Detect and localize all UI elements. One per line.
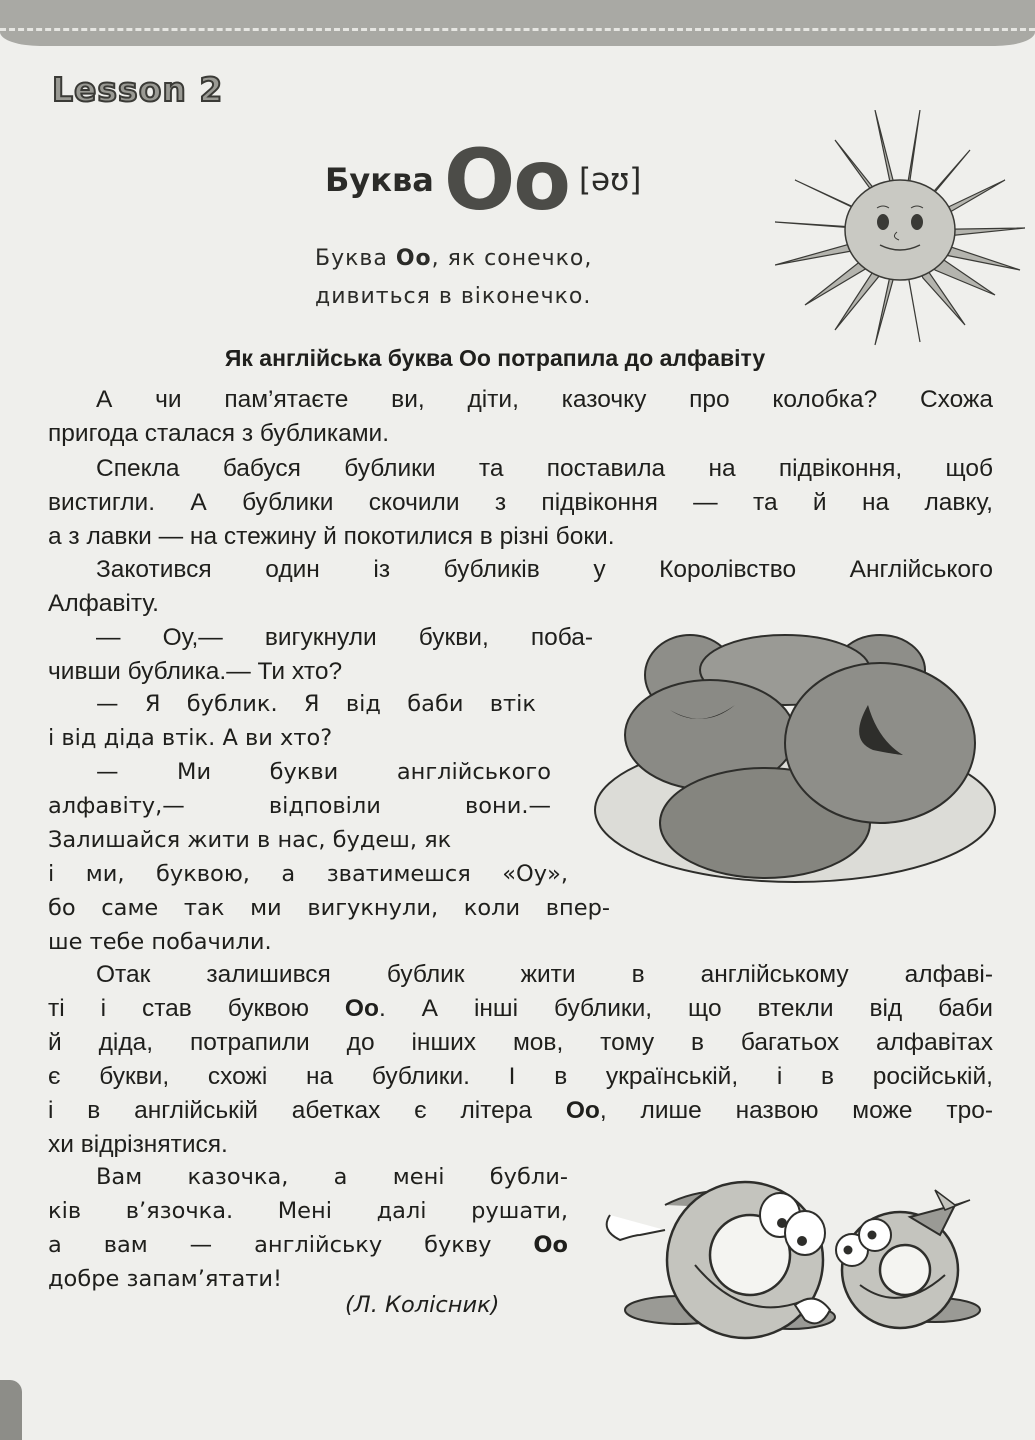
- poem-letter: Oo: [395, 246, 432, 271]
- inline-letter: Oo: [344, 995, 379, 1022]
- paragraph-5: — Я бублик. Я від баби втік і від діда втік. А ви хто?: [48, 691, 536, 751]
- bagels-plate-icon: [590, 625, 1010, 890]
- heading-prefix: Буква: [325, 161, 434, 199]
- poem-line-1: Буква Oo, як сонечко,: [315, 246, 593, 271]
- stitch-decoration: [0, 28, 1035, 31]
- paragraph-7: Отак залишився бублик жити в англійському алфаві- ті і став буквою Oo. А інші бублики, що втекли від баби й діда, потрапили до інших мов, тому в багатьох алфавітах є букви, схожі на бублики. І в українській, і в російській, і в англійській абетках є літера Oo, лише назвою може тро- хи відрізнятися.: [48, 961, 993, 1158]
- inline-letter: Oo: [565, 1097, 600, 1124]
- letter-heading: [325, 130, 641, 230]
- paragraph-8-line-3: а вам — англійську букву Oo: [48, 1232, 568, 1258]
- paragraph-3: Закотився один із бубликів у Королівство Англійського Алфавіту.: [48, 556, 993, 617]
- paragraph-7-line-5: і в англійській абетках є літера Oo, лише назвою може тро-: [48, 1097, 993, 1124]
- page-header-band: [0, 0, 1035, 46]
- heading-letter: Oo: [443, 131, 569, 229]
- lesson-label: Lesson 2: [52, 70, 224, 109]
- page-edge-tab: [0, 1380, 22, 1440]
- intro-poem: [315, 240, 592, 316]
- paragraph-2: Спекла бабуся бублики та поставила на підвіконня, щоб вистигли. А бублики скочили з підвіконня — та й на лавку, а з лавки — на стежину й покотилися в різні боки.: [48, 455, 993, 550]
- paragraph-8: Вам казочка, а мені бубли- ків в’язочка. Мені далі рушати, а вам — англійську букву Oo добре запам’ятати!: [48, 1164, 568, 1292]
- sun-icon: [775, 110, 1025, 350]
- paragraph-6: — Ми букви англійського алфавіту,— відповіли вони.— Залишайся жити в нас, будеш, як і ми, буквою, а зватимешся «Оу», бо саме так ми вигукнули, коли впер- ше тебе побачили.: [48, 759, 610, 955]
- paragraph-4: — Оу,— вигукнули букви, поба- чивши бублика.— Ти хто?: [48, 624, 593, 685]
- poem-line-2: дивиться в віконечко.: [315, 284, 592, 309]
- paragraph-1: А чи пам’ятаєте ви, діти, казочку про колобка? Схожа пригода сталася з бубликами.: [48, 386, 993, 447]
- inline-letter: Oo: [533, 1232, 568, 1258]
- letter-o-characters-icon: [590, 1165, 1000, 1355]
- author-credit: (Л. Колісник): [345, 1292, 500, 1318]
- heading-transcription: [əʊ]: [578, 162, 642, 198]
- story-title: Як англійська буква Oo потрапила до алфавіту: [224, 345, 766, 371]
- paragraph-7-line-2: ті і став буквою Oo. А інші бублики, що втекли від баби: [48, 995, 993, 1022]
